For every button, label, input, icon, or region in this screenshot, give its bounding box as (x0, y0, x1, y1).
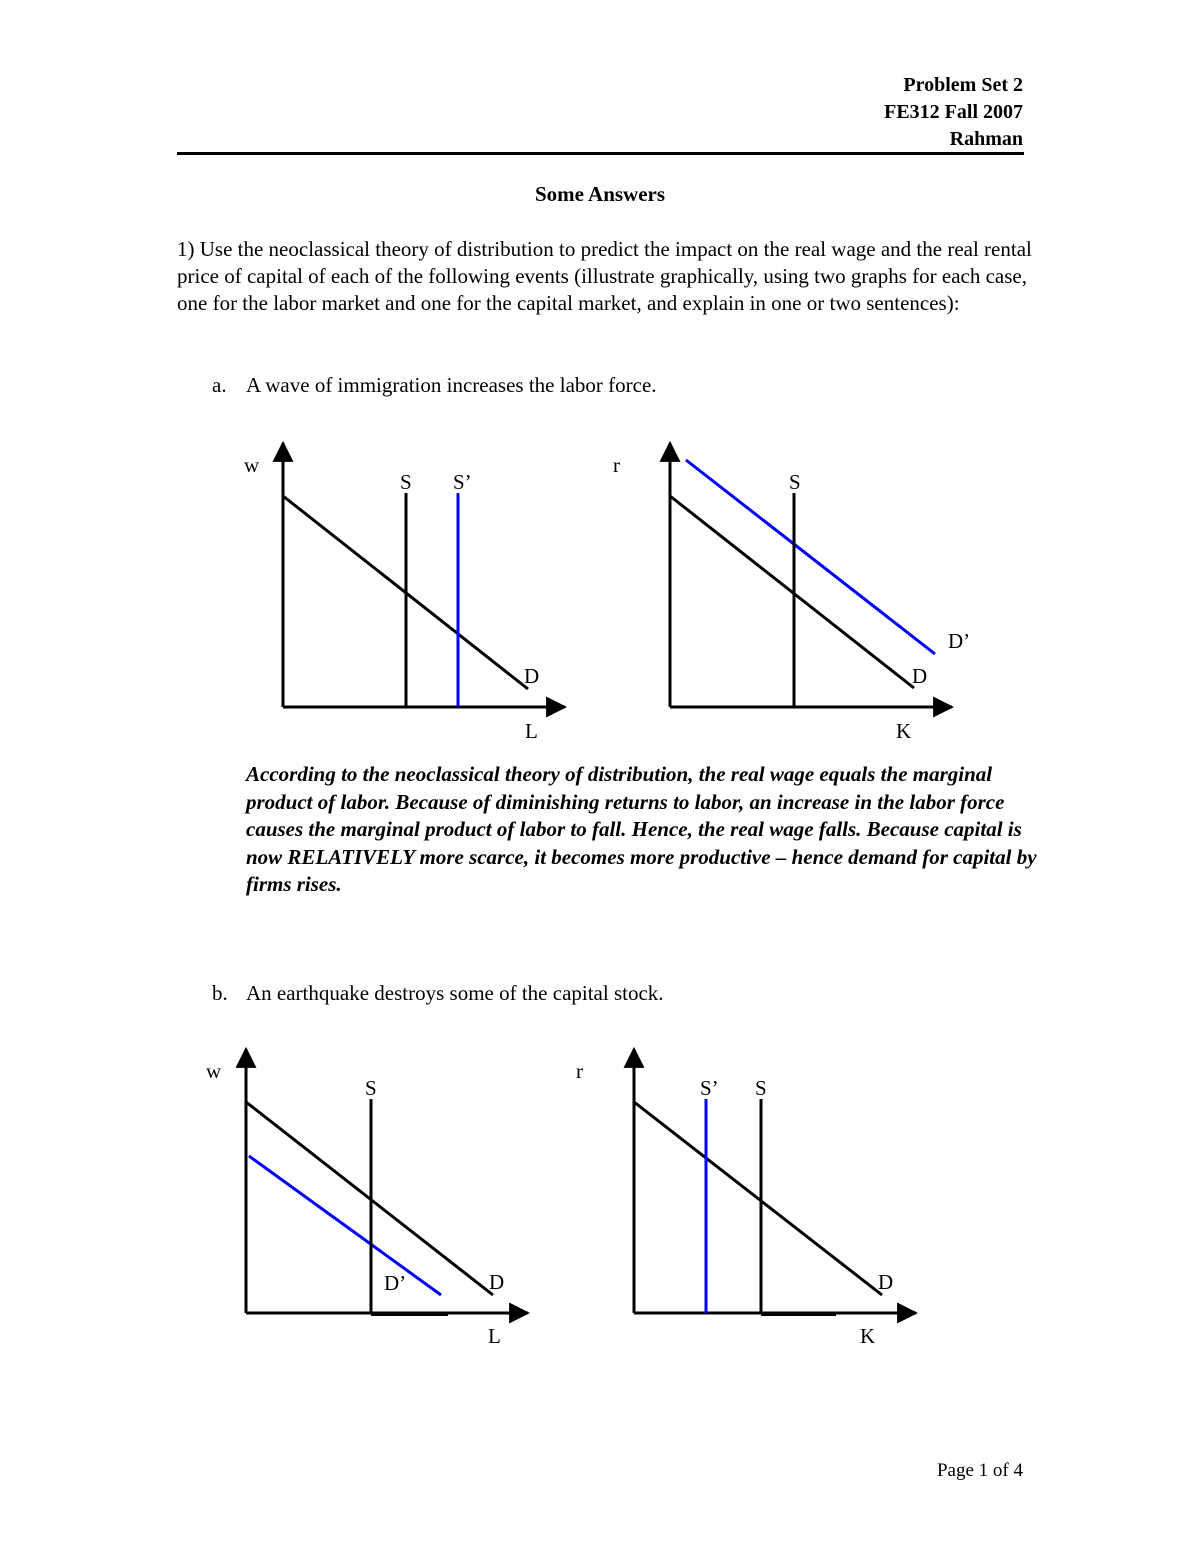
demand-prime-label: D’ (948, 629, 971, 653)
demand-label: D (489, 1270, 505, 1294)
graph-b-capital (576, 1049, 916, 1348)
supply-label: S (755, 1076, 767, 1100)
supply-label: S (400, 470, 412, 494)
supply-prime-label: S’ (700, 1076, 719, 1100)
header-problem-set: Problem Set 2 (903, 74, 1023, 96)
demand-label: D (912, 664, 928, 688)
y-axis-label: w (244, 453, 260, 477)
x-axis-label: K (896, 719, 912, 743)
page-number: Page 1 of 4 (936, 1460, 1023, 1481)
part-b-text: An earthquake destroys some of the capital stock. (246, 981, 664, 1005)
x-axis-label: L (488, 1324, 501, 1348)
part-a-label: a. (212, 373, 227, 397)
supply-label: S (789, 470, 801, 494)
demand-prime-curve (686, 460, 935, 654)
part-b-label: b. (212, 981, 228, 1005)
demand-label: D (524, 664, 540, 688)
graph-a-capital (613, 443, 970, 743)
page-title: Some Answers (534, 182, 666, 206)
demand-prime-label: D’ (384, 1271, 407, 1295)
header-course: FE312 Fall 2007 (884, 101, 1023, 123)
y-axis-label: w (206, 1059, 222, 1083)
y-axis-label: r (576, 1059, 583, 1083)
y-axis-label: r (613, 453, 620, 477)
part-a-text: A wave of immigration increases the labor force. (246, 373, 657, 397)
demand-prime-curve (249, 1156, 441, 1295)
demand-curve (634, 1102, 882, 1295)
supply-prime-label: S’ (453, 470, 472, 494)
x-axis-label: L (525, 719, 538, 743)
question-1: 1) Use the neoclassical theory of distribution to predict the impact on the real wage and the real rental price of capital of each of the following events (illustrate graphically, using two graphs for each case, one for the labor market and one for the capital market, and explain in one or two sentences): (177, 237, 1032, 315)
answer-a: According to the neoclassical theory of distribution, the real wage equals the marginal product of labor. Because of diminishing returns to labor, an increase in the labor force causes the marginal product of labor to fall. Hence, the real wage falls. Because capital is now RELATIVELY more scarce, it becomes more productive – hence demand for capital by firms rises. (246, 762, 1037, 896)
demand-curve (670, 496, 914, 688)
graph-b-labor (206, 1049, 528, 1348)
demand-label: D (878, 1270, 894, 1294)
header-author: Rahman (949, 128, 1023, 150)
graph-a-labor (244, 443, 565, 743)
x-axis-label: K (860, 1324, 876, 1348)
supply-label: S (365, 1076, 377, 1100)
